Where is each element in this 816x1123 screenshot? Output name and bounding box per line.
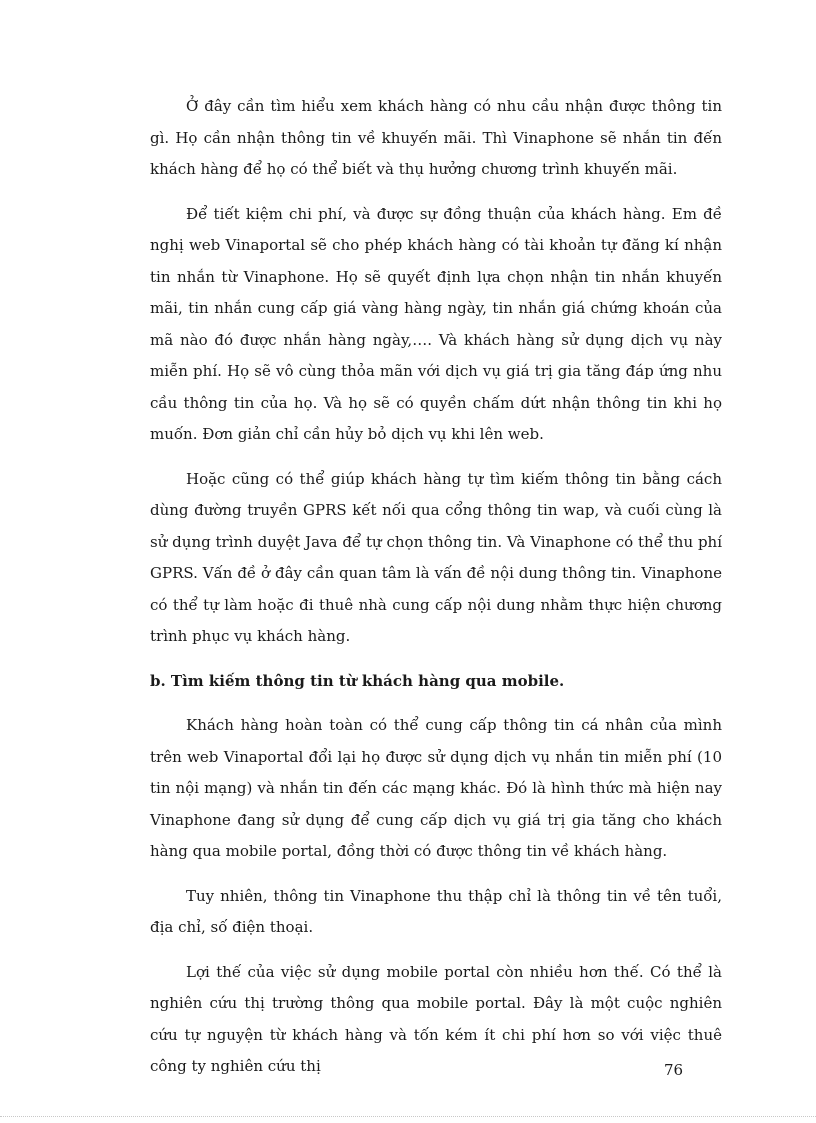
paragraph: Hoặc cũng có thể giúp khách hàng tự tìm kiếm thông tin bằng cách dùng đường truyền GPRS kết nối qua cổng thông tin wap, và cuối cùng là sử dụng trình duyệt Java để tự chọn thông tin. Và Vinaphone có thể thu phí GPRS. Vấn đề ở đây cần quan tâm là vấn đề nội dung thông tin. Vinaphone có thể tự làm hoặc đi thuê nhà cung cấp nội dung nhằm thực hiện chương trình phục vụ khách hàng. (150, 469, 722, 645)
section-heading: b. Tìm kiếm thông tin từ khách hàng qua mobile. (150, 671, 565, 690)
page-bottom-border (0, 1116, 816, 1117)
page-number: 76 (664, 1061, 684, 1079)
paragraph: Để tiết kiệm chi phí, và được sự đồng thuận của khách hàng. Em đề nghị web Vinaportal sẽ cho phép khách hàng có tài khoản tự đăng kí nhận tin nhắn từ Vinaphone. Họ sẽ quyết định lựa chọn nhận tin nhắn khuyến mãi, tin nhắn cung cấp giá vàng hàng ngày, tin nhắn giá chứng khoán của mã nào đó được nhắn hàng ngày,…. Và khách hàng sử dụng dịch vụ này miễn phí. Họ sẽ vô cùng thỏa mãn với dịch vụ giá trị gia tăng đáp ứng nhu cầu thông tin của họ. Và họ sẽ có quyền chấm dứt nhận thông tin khi họ muốn. Đơn giản chỉ cần hủy bỏ dịch vụ khi lên web. (150, 204, 722, 443)
paragraph: Lợi thế của việc sử dụng mobile portal còn nhiều hơn thế. Có thể là nghiên cứu thị trường thông qua mobile portal. Đây là một cuộc nghiên cứu tự nguyện từ khách hàng và tốn kém ít chi phí hơn so với việc thuê công ty nghiên cứu thị (150, 962, 722, 1075)
paragraph: Tuy nhiên, thông tin Vinaphone thu thập chỉ là thông tin về tên tuổi, địa chỉ, số điện thoại. (150, 886, 722, 936)
paragraph: Ở đây cần tìm hiểu xem khách hàng có nhu cầu nhận được thông tin gì. Họ cần nhận thông tin về khuyến mãi. Thì Vinaphone sẽ nhắn tin đến khách hàng để họ có thể biết và thụ hưởng chương trình khuyến mãi. (150, 97, 722, 178)
paragraph: Khách hàng hoàn toàn có thể cung cấp thông tin cá nhân của mình trên web Vinaportal đổi lại họ được sử dụng dịch vụ nhắn tin miễn phí (10 tin nội mạng) và nhắn tin đến các mạng khác. Đó là hình thức mà hiện nay Vinaphone đang sử dụng để cung cấp dịch vụ giá trị gia tăng cho khách hàng qua mobile portal, đồng thời có được thông tin về khách hàng. (150, 716, 722, 860)
document-body (150, 91, 722, 1096)
